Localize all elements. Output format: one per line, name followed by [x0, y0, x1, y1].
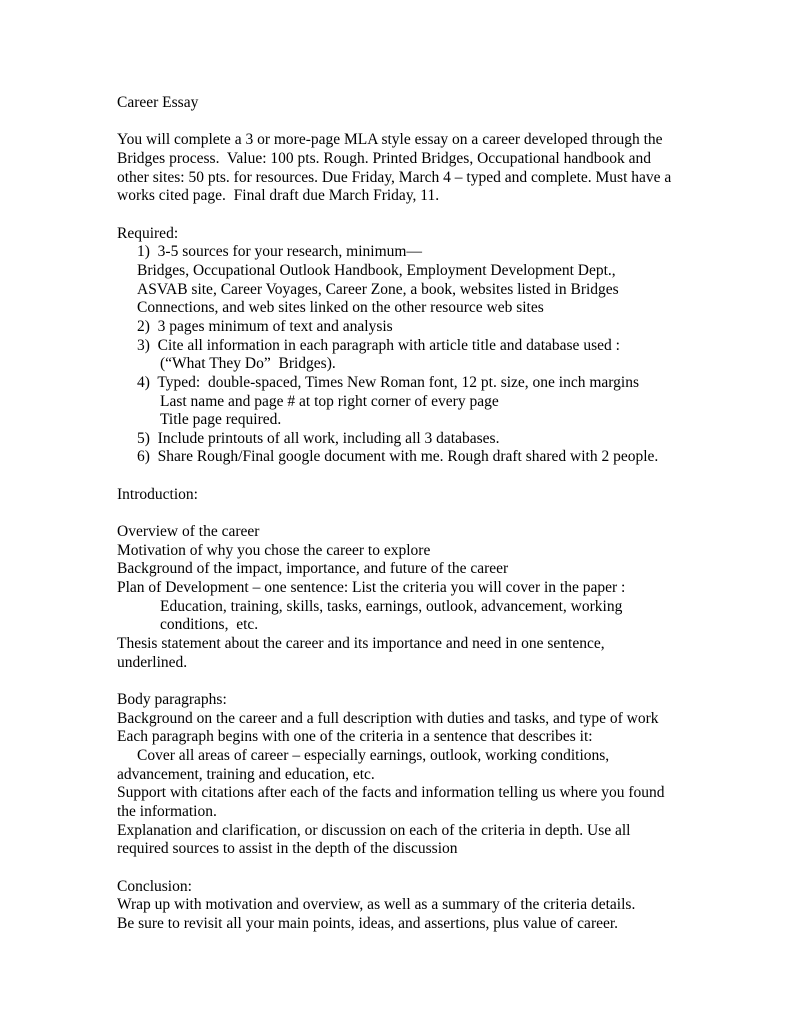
text-line: Cover all areas of career – especially earnings, outlook, working conditions,	[137, 746, 610, 764]
text-line: 5) Include printouts of all work, including all 3 databases.	[137, 429, 500, 447]
text-line: the information.	[117, 802, 217, 820]
text-line: advancement, training and education, etc.	[117, 765, 375, 783]
blank-line	[117, 113, 691, 132]
text-line: Body paragraphs:	[117, 691, 227, 708]
text-line: 3) Cite all information in each paragraph with article title and database used :	[137, 336, 620, 354]
text-line: Thesis statement about the career and its importance and need in one sentence,	[117, 635, 605, 653]
text-line: You will complete a 3 or more-page MLA style essay on a career developed through the	[117, 131, 663, 149]
blank-line	[117, 859, 691, 878]
text-line: Career Essay	[117, 94, 199, 111]
blank-line	[117, 206, 691, 225]
text-line: works cited page. Final draft due March Friday, 11.	[117, 187, 440, 205]
text-line: Required:	[117, 224, 179, 242]
text-line: ASVAB site, Career Voyages, Career Zone, a book, websites listed in Bridges	[137, 280, 619, 298]
text-line: Bridges process. Value: 100 pts. Rough. Printed Bridges, Occupational handbook and	[117, 149, 651, 167]
blank-line	[117, 672, 691, 691]
text-line: Education, training, skills, tasks, earnings, outlook, advancement, working	[160, 597, 623, 615]
text-line: required sources to assist in the depth of the discussion	[117, 840, 458, 858]
text-line: Background on the career and a full description with duties and tasks, and type of work	[117, 709, 659, 727]
text-line: other sites: 50 pts. for resources. Due Friday, March 4 – typed and complete. Must have a	[117, 168, 672, 186]
text-line: Support with citations after each of the facts and information telling us where you found	[117, 784, 665, 802]
document-lines	[117, 94, 691, 934]
blank-line	[117, 467, 691, 486]
text-line: 1) 3-5 sources for your research, minimum—	[137, 243, 422, 261]
text-line: 6) Share Rough/Final google document with me. Rough draft shared with 2 people.	[137, 448, 659, 466]
text-line: Title page required.	[160, 411, 282, 429]
text-line: underlined.	[117, 653, 188, 671]
text-line: Connections, and web sites linked on the other resource web sites	[137, 299, 544, 317]
text-line: Bridges, Occupational Outlook Handbook, Employment Development Dept.,	[137, 261, 616, 279]
text-line: Wrap up with motivation and overview, as well as a summary of the criteria details.	[117, 896, 636, 914]
text-line: 2) 3 pages minimum of text and analysis	[137, 317, 393, 335]
text-line: Each paragraph begins with one of the criteria in a sentence that describes it:	[117, 728, 593, 746]
text-line: Conclusion:	[117, 877, 192, 895]
text-line: Be sure to revisit all your main points, ideas, and assertions, plus value of career.	[117, 914, 619, 932]
text-line: Background of the impact, importance, and future of the career	[117, 560, 509, 578]
text-line: (“What They Do” Bridges).	[160, 355, 336, 373]
text-line: Last name and page # at top right corner of every page	[160, 392, 499, 410]
text-line: Overview of the career	[117, 523, 260, 541]
text-line: Introduction:	[117, 485, 198, 503]
text-line: Motivation of why you chose the career to explore	[117, 541, 431, 559]
text-line: 4) Typed: double-spaced, Times New Roman font, 12 pt. size, one inch margins	[137, 373, 640, 391]
text-line: Explanation and clarification, or discussion on each of the criteria in depth. Use all	[117, 821, 631, 839]
blank-line	[117, 504, 691, 523]
text-line: Plan of Development – one sentence: List the criteria you will cover in the paper :	[117, 579, 626, 597]
text-line: conditions, etc.	[160, 616, 259, 634]
